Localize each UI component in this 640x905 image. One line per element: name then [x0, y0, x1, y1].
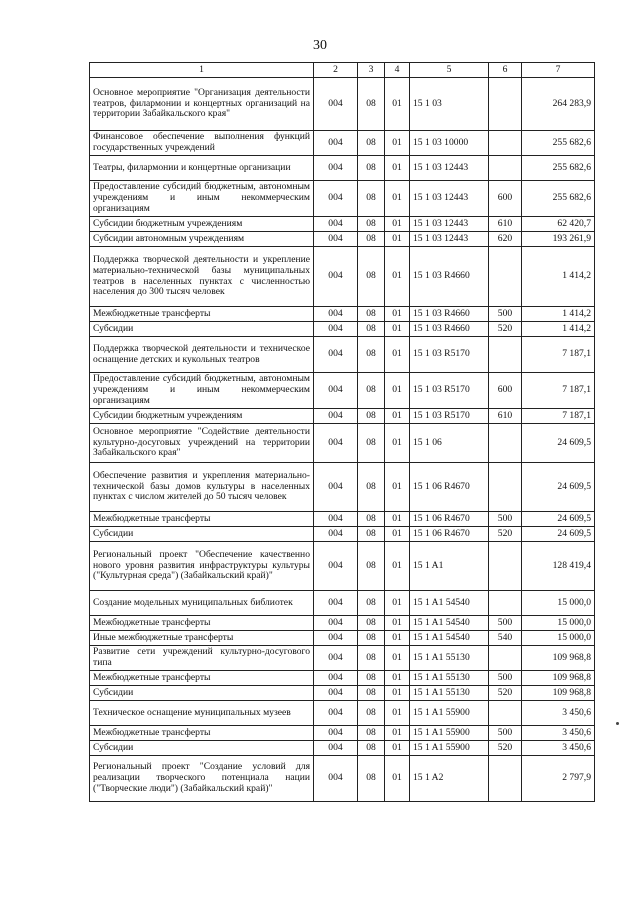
row-vr-cell [489, 247, 522, 307]
row-vr-cell: 600 [489, 181, 522, 217]
row-vr-cell: 620 [489, 232, 522, 247]
row-col2-cell: 004 [314, 181, 358, 217]
row-csr-cell: 15 1 03 12443 [410, 217, 489, 232]
row-col4-cell: 01 [385, 512, 410, 527]
row-col2-cell: 004 [314, 646, 358, 671]
row-col3-cell: 08 [358, 512, 385, 527]
page-number: 30 [313, 38, 327, 53]
row-col3-cell: 08 [358, 337, 385, 373]
row-name-cell: Субсидии [90, 686, 314, 701]
row-col3-cell: 08 [358, 322, 385, 337]
table-row [90, 373, 595, 409]
row-col4-cell: 01 [385, 232, 410, 247]
row-csr-cell: 15 1 A1 54540 [410, 591, 489, 616]
row-amount-cell: 2 797,9 [522, 756, 595, 802]
row-amount-cell: 7 187,1 [522, 337, 595, 373]
table-row [90, 156, 595, 181]
row-name-cell: Финансовое обеспечение выполнения функций государственных учреждений [90, 131, 314, 156]
row-name-cell: Межбюджетные трансферты [90, 512, 314, 527]
row-col2-cell: 004 [314, 701, 358, 726]
row-name-cell: Создание модельных муниципальных библиотек [90, 591, 314, 616]
row-col4-cell: 01 [385, 247, 410, 307]
row-csr-cell: 15 1 A1 54540 [410, 616, 489, 631]
row-col4-cell: 01 [385, 631, 410, 646]
row-name-cell: Межбюджетные трансферты [90, 726, 314, 741]
row-csr-cell: 15 1 A1 54540 [410, 631, 489, 646]
row-col2-cell: 004 [314, 247, 358, 307]
row-vr-cell: 500 [489, 512, 522, 527]
row-col3-cell: 08 [358, 247, 385, 307]
row-name-cell: Поддержка творческой деятельности и техническое оснащение детских и кукольных театров [90, 337, 314, 373]
col-header-7: 7 [522, 63, 595, 78]
row-name-cell: Поддержка творческой деятельности и укрепление материально-технической базы муниципальных театров в населенных пунктах с численностью населения до 300 тысяч человек [90, 247, 314, 307]
row-col3-cell: 08 [358, 741, 385, 756]
col-header-3: 3 [358, 63, 385, 78]
table-row [90, 131, 595, 156]
row-csr-cell: 15 1 03 10000 [410, 131, 489, 156]
row-col3-cell: 08 [358, 78, 385, 131]
row-vr-cell: 500 [489, 616, 522, 631]
row-name-cell: Обеспечение развития и укрепления материально-технической базы домов культуры в населенных пунктах с числом жителей до 50 тысяч человек [90, 463, 314, 512]
row-amount-cell: 24 609,5 [522, 527, 595, 542]
row-col3-cell: 08 [358, 181, 385, 217]
row-col2-cell: 004 [314, 512, 358, 527]
table-row [90, 542, 595, 591]
col-header-4: 4 [385, 63, 410, 78]
table-row [90, 424, 595, 463]
row-vr-cell [489, 78, 522, 131]
row-col4-cell: 01 [385, 131, 410, 156]
row-vr-cell [489, 646, 522, 671]
row-csr-cell: 15 1 03 12443 [410, 232, 489, 247]
row-vr-cell [489, 337, 522, 373]
row-csr-cell: 15 1 06 R4670 [410, 463, 489, 512]
table-row [90, 591, 595, 616]
row-amount-cell: 1 414,2 [522, 322, 595, 337]
header-row [90, 63, 595, 78]
row-vr-cell: 600 [489, 373, 522, 409]
row-csr-cell: 15 1 06 R4670 [410, 527, 489, 542]
table-row [90, 232, 595, 247]
row-col3-cell: 08 [358, 686, 385, 701]
row-csr-cell: 15 1 A1 55130 [410, 671, 489, 686]
row-col2-cell: 004 [314, 217, 358, 232]
row-amount-cell: 264 283,9 [522, 78, 595, 131]
row-vr-cell [489, 591, 522, 616]
table-row [90, 701, 595, 726]
table-row [90, 78, 595, 131]
row-name-cell: Межбюджетные трансферты [90, 307, 314, 322]
row-col4-cell: 01 [385, 307, 410, 322]
row-name-cell: Субсидии автономным учреждениям [90, 232, 314, 247]
row-vr-cell: 500 [489, 726, 522, 741]
row-vr-cell: 500 [489, 671, 522, 686]
row-col3-cell: 08 [358, 424, 385, 463]
row-amount-cell: 128 419,4 [522, 542, 595, 591]
row-csr-cell: 15 1 06 R4670 [410, 512, 489, 527]
row-col2-cell: 004 [314, 686, 358, 701]
row-col4-cell: 01 [385, 181, 410, 217]
row-col4-cell: 01 [385, 156, 410, 181]
row-col3-cell: 08 [358, 373, 385, 409]
row-name-cell: Субсидии [90, 322, 314, 337]
row-col2-cell: 004 [314, 131, 358, 156]
row-amount-cell: 3 450,6 [522, 741, 595, 756]
row-col2-cell: 004 [314, 631, 358, 646]
row-vr-cell: 610 [489, 409, 522, 424]
row-csr-cell: 15 1 03 12443 [410, 156, 489, 181]
row-amount-cell: 193 261,9 [522, 232, 595, 247]
row-col4-cell: 01 [385, 542, 410, 591]
table-row [90, 181, 595, 217]
row-col3-cell: 08 [358, 591, 385, 616]
row-col4-cell: 01 [385, 337, 410, 373]
row-csr-cell: 15 1 03 R4660 [410, 247, 489, 307]
row-csr-cell: 15 1 A1 [410, 542, 489, 591]
row-name-cell: Техническое оснащение муниципальных музеев [90, 701, 314, 726]
row-col2-cell: 004 [314, 463, 358, 512]
row-col3-cell: 08 [358, 671, 385, 686]
row-col2-cell: 004 [314, 671, 358, 686]
row-amount-cell: 109 968,8 [522, 671, 595, 686]
row-col4-cell: 01 [385, 646, 410, 671]
table-row [90, 247, 595, 307]
row-vr-cell: 520 [489, 741, 522, 756]
table-row [90, 686, 595, 701]
row-col4-cell: 01 [385, 741, 410, 756]
row-col2-cell: 004 [314, 591, 358, 616]
row-vr-cell: 540 [489, 631, 522, 646]
row-col2-cell: 004 [314, 527, 358, 542]
row-vr-cell: 500 [489, 307, 522, 322]
row-col4-cell: 01 [385, 726, 410, 741]
row-amount-cell: 15 000,0 [522, 631, 595, 646]
row-col3-cell: 08 [358, 542, 385, 591]
row-name-cell: Региональный проект "Создание условий для реализации творческого потенциала нации ("Творческие люди") (Забайкальский край)" [90, 756, 314, 802]
table-row [90, 217, 595, 232]
row-amount-cell: 15 000,0 [522, 616, 595, 631]
table-row [90, 409, 595, 424]
row-col2-cell: 004 [314, 156, 358, 181]
row-vr-cell: 520 [489, 686, 522, 701]
row-vr-cell: 520 [489, 527, 522, 542]
row-col4-cell: 01 [385, 78, 410, 131]
row-amount-cell: 24 609,5 [522, 463, 595, 512]
row-amount-cell: 15 000,0 [522, 591, 595, 616]
row-vr-cell: 520 [489, 322, 522, 337]
table-row [90, 463, 595, 512]
row-amount-cell: 109 968,8 [522, 646, 595, 671]
row-col2-cell: 004 [314, 726, 358, 741]
row-col2-cell: 004 [314, 307, 358, 322]
row-name-cell: Театры, филармонии и концертные организации [90, 156, 314, 181]
row-csr-cell: 15 1 A1 55130 [410, 646, 489, 671]
row-csr-cell: 15 1 A1 55900 [410, 726, 489, 741]
row-col4-cell: 01 [385, 686, 410, 701]
row-amount-cell: 109 968,8 [522, 686, 595, 701]
row-col2-cell: 004 [314, 78, 358, 131]
row-csr-cell: 15 1 A1 55130 [410, 686, 489, 701]
row-name-cell: Иные межбюджетные трансферты [90, 631, 314, 646]
table-row [90, 616, 595, 631]
row-name-cell: Субсидии [90, 741, 314, 756]
row-col4-cell: 01 [385, 463, 410, 512]
table-row [90, 646, 595, 671]
row-col4-cell: 01 [385, 756, 410, 802]
row-vr-cell: 610 [489, 217, 522, 232]
row-name-cell: Предоставление субсидий бюджетным, автономным учреждениям и иным некоммерческим организациям [90, 373, 314, 409]
row-col3-cell: 08 [358, 307, 385, 322]
row-col4-cell: 01 [385, 322, 410, 337]
row-col4-cell: 01 [385, 527, 410, 542]
row-col2-cell: 004 [314, 373, 358, 409]
row-col2-cell: 004 [314, 616, 358, 631]
table-row [90, 756, 595, 802]
row-col3-cell: 08 [358, 646, 385, 671]
row-csr-cell: 15 1 03 12443 [410, 181, 489, 217]
row-col4-cell: 01 [385, 616, 410, 631]
row-col4-cell: 01 [385, 217, 410, 232]
row-csr-cell: 15 1 03 R4660 [410, 322, 489, 337]
row-vr-cell [489, 156, 522, 181]
row-col3-cell: 08 [358, 726, 385, 741]
row-amount-cell: 1 414,2 [522, 307, 595, 322]
row-csr-cell: 15 1 A1 55900 [410, 701, 489, 726]
table-row [90, 307, 595, 322]
table-row [90, 726, 595, 741]
table-row [90, 527, 595, 542]
row-vr-cell [489, 542, 522, 591]
row-name-cell: Межбюджетные трансферты [90, 616, 314, 631]
row-amount-cell: 3 450,6 [522, 701, 595, 726]
row-col2-cell: 004 [314, 322, 358, 337]
row-col4-cell: 01 [385, 373, 410, 409]
row-amount-cell: 255 682,6 [522, 156, 595, 181]
row-col4-cell: 01 [385, 701, 410, 726]
row-col2-cell: 004 [314, 409, 358, 424]
row-amount-cell: 62 420,7 [522, 217, 595, 232]
row-vr-cell [489, 424, 522, 463]
row-name-cell: Межбюджетные трансферты [90, 671, 314, 686]
row-col2-cell: 004 [314, 424, 358, 463]
table-row [90, 322, 595, 337]
row-name-cell: Субсидии [90, 527, 314, 542]
row-amount-cell: 255 682,6 [522, 181, 595, 217]
row-name-cell: Предоставление субсидий бюджетным, автономным учреждениям и иным некоммерческим организациям [90, 181, 314, 217]
row-vr-cell [489, 756, 522, 802]
row-amount-cell: 24 609,5 [522, 424, 595, 463]
row-csr-cell: 15 1 03 R5170 [410, 373, 489, 409]
row-csr-cell: 15 1 03 R5170 [410, 337, 489, 373]
row-amount-cell: 7 187,1 [522, 373, 595, 409]
row-amount-cell: 24 609,5 [522, 512, 595, 527]
row-col2-cell: 004 [314, 741, 358, 756]
row-name-cell: Региональный проект "Обеспечение качественно нового уровня развития инфраструктуры культуры ("Культурная среда") (Забайкальский край)" [90, 542, 314, 591]
row-amount-cell: 255 682,6 [522, 131, 595, 156]
row-col3-cell: 08 [358, 616, 385, 631]
table-row [90, 631, 595, 646]
col-header-6: 6 [489, 63, 522, 78]
scan-artifact-dot [616, 722, 619, 725]
row-col4-cell: 01 [385, 409, 410, 424]
col-header-1: 1 [90, 63, 314, 78]
budget-table [89, 62, 595, 802]
row-col3-cell: 08 [358, 156, 385, 181]
row-vr-cell [489, 463, 522, 512]
col-header-2: 2 [314, 63, 358, 78]
row-col3-cell: 08 [358, 527, 385, 542]
row-amount-cell: 3 450,6 [522, 726, 595, 741]
row-col3-cell: 08 [358, 409, 385, 424]
table-row [90, 512, 595, 527]
row-col2-cell: 004 [314, 542, 358, 591]
row-name-cell: Развитие сети учреждений культурно-досугового типа [90, 646, 314, 671]
row-name-cell: Основное мероприятие "Организация деятельности театров, филармонии и концертных организаций на территории Забайкальского края" [90, 78, 314, 131]
row-vr-cell [489, 131, 522, 156]
row-vr-cell [489, 701, 522, 726]
row-col3-cell: 08 [358, 463, 385, 512]
row-col3-cell: 08 [358, 631, 385, 646]
row-col2-cell: 004 [314, 337, 358, 373]
row-col3-cell: 08 [358, 232, 385, 247]
row-col3-cell: 08 [358, 701, 385, 726]
row-csr-cell: 15 1 A2 [410, 756, 489, 802]
row-col3-cell: 08 [358, 131, 385, 156]
row-csr-cell: 15 1 03 [410, 78, 489, 131]
row-csr-cell: 15 1 A1 55900 [410, 741, 489, 756]
row-name-cell: Основное мероприятие "Содействие деятельности культурно-досуговых учреждений на территории Забайкальского края" [90, 424, 314, 463]
row-name-cell: Субсидии бюджетным учреждениям [90, 217, 314, 232]
row-col2-cell: 004 [314, 232, 358, 247]
row-col3-cell: 08 [358, 217, 385, 232]
row-col2-cell: 004 [314, 756, 358, 802]
row-col3-cell: 08 [358, 756, 385, 802]
row-col4-cell: 01 [385, 591, 410, 616]
row-amount-cell: 7 187,1 [522, 409, 595, 424]
table-row [90, 337, 595, 373]
row-csr-cell: 15 1 03 R5170 [410, 409, 489, 424]
row-csr-cell: 15 1 06 [410, 424, 489, 463]
row-amount-cell: 1 414,2 [522, 247, 595, 307]
row-col4-cell: 01 [385, 424, 410, 463]
row-csr-cell: 15 1 03 R4660 [410, 307, 489, 322]
table-row [90, 671, 595, 686]
col-header-5: 5 [410, 63, 489, 78]
row-name-cell: Субсидии бюджетным учреждениям [90, 409, 314, 424]
table-row [90, 741, 595, 756]
row-col4-cell: 01 [385, 671, 410, 686]
